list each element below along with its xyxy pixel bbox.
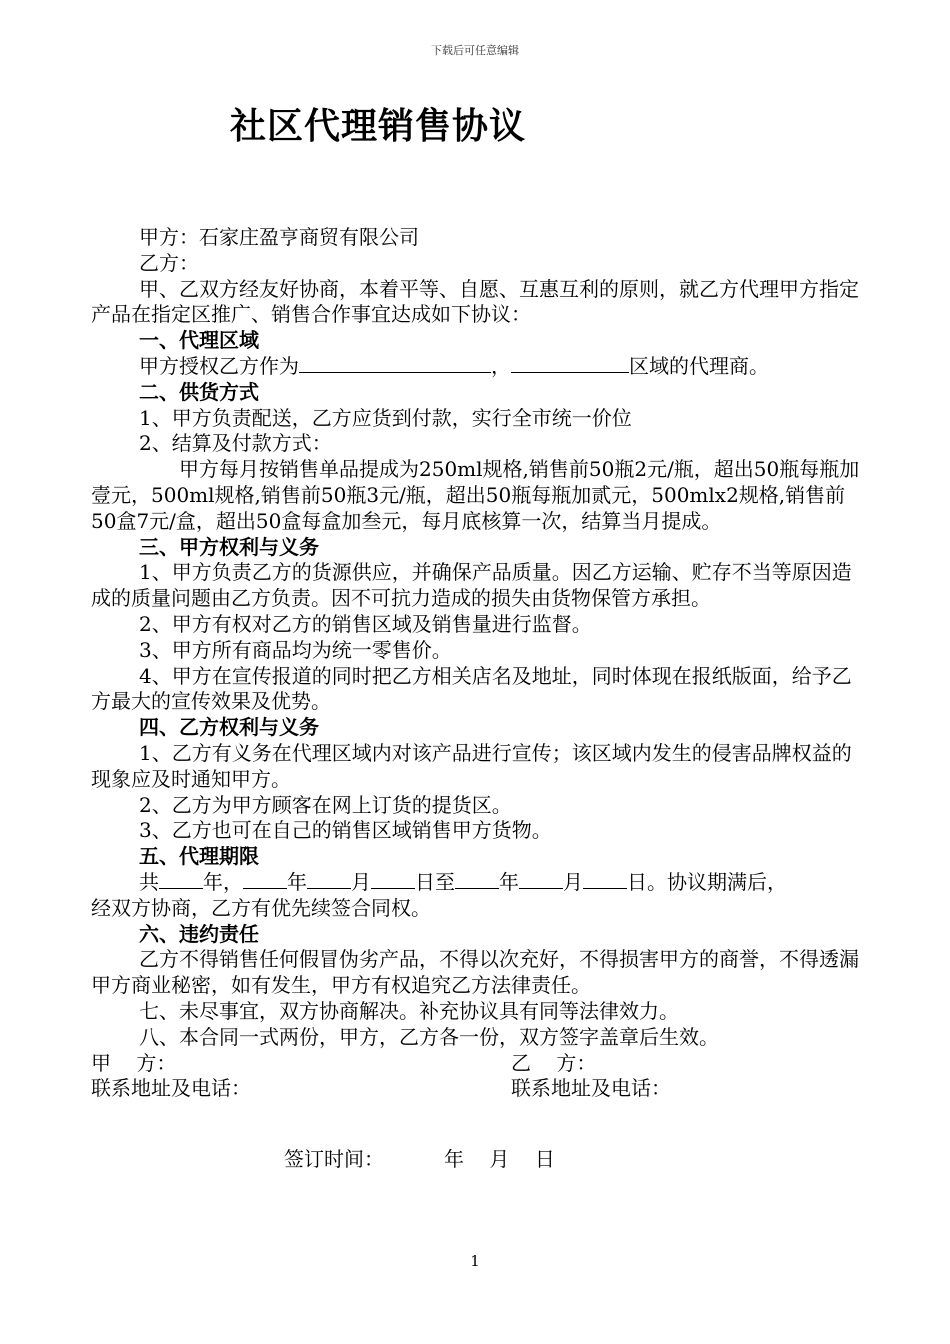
blank-line <box>519 870 563 889</box>
section-5-line-2: 经双方协商，乙方有优先续签合同权。 <box>91 895 431 920</box>
party-b-sign-label: 乙 方： <box>511 1050 597 1075</box>
term-text: 年 <box>287 869 307 894</box>
party-a: 甲方：石家庄盈亨商贸有限公司 <box>139 225 419 249</box>
term-text: 月 <box>563 869 583 894</box>
section-1-text <box>91 354 861 380</box>
section-8-text: 八、本合同一式两份，甲方，乙方各一份，双方签字盖章后生效。 <box>139 1024 719 1049</box>
blank-line <box>511 354 629 373</box>
header-note: 下载后可任意编辑 <box>431 44 519 57</box>
contact-row <box>91 1076 861 1102</box>
blank-line <box>243 870 287 889</box>
s1-sep: ， <box>491 353 511 378</box>
party-a-contact-label: 联系地址及电话： <box>91 1076 251 1101</box>
section-1-heading: 一、代理区域 <box>139 328 259 353</box>
section-6-heading: 六、违约责任 <box>139 921 259 946</box>
intro-paragraph: 甲、乙双方经友好协商，本着平等、自愿、互惠互利的原则，就乙方代理甲方指定产品在指定区推广、销售合作事宜达成如下协议： <box>91 276 859 327</box>
s1-text-a: 甲方授权乙方作为 <box>139 353 299 378</box>
signature-row <box>91 1051 861 1077</box>
section-3-item-4: 4、甲方在宣传报道的同时把乙方相关店名及地址，同时体现在报纸版面，给予乙方最大的宣传效果及优势。 <box>91 663 852 714</box>
document-title: 社区代理销售协议 <box>230 106 527 147</box>
section-3-item-2: 2、甲方有权对乙方的销售区域及销售量进行监督。 <box>139 611 592 636</box>
section-3-heading: 三、甲方权利与义务 <box>139 534 319 559</box>
signing-date-row <box>91 1147 861 1173</box>
page-number: 1 <box>470 1252 480 1270</box>
section-3-item-3: 3、甲方所有商品均为统一零售价。 <box>139 637 452 662</box>
section-4-heading: 四、乙方权利与义务 <box>139 715 319 740</box>
blank-line <box>583 870 627 889</box>
term-text: 年 <box>203 869 223 894</box>
section-4-item-2: 2、乙方为甲方顾客在网上订货的提货区。 <box>139 792 512 817</box>
section-4-item-1: 1、乙方有义务在代理区域内对该产品进行宣传；该区域内发生的侵害品牌权益的现象应及时通知甲方。 <box>91 740 852 791</box>
signing-date-fields: 年 月 日 <box>444 1147 555 1172</box>
section-2-heading: 二、供货方式 <box>139 379 259 404</box>
section-3-item-1: 1、甲方负责乙方的货源供应，并确保产品质量。因乙方运输、贮存不当等原因造成的质量问题由乙方负责。因不可抗力造成的损失由货物保管方承担。 <box>91 560 852 611</box>
term-text: 年 <box>499 869 519 894</box>
section-2-item-1: 1、甲方负责配送，乙方应货到付款，实行全市统一价位 <box>139 405 632 430</box>
blank-line <box>371 870 415 889</box>
section-2-detail: 甲方每月按销售单品提成为250ml规格,销售前50瓶2元/瓶，超出50瓶每瓶加壹元，500ml规格,销售前50瓶3元/瓶，超出50瓶每瓶加贰元，500mlx2规格,销售前50盒7元/盒，超出50盒每盒加叁元，每月底核算一次，结算当月提成。 <box>91 457 860 533</box>
term-text: 共 <box>139 869 159 894</box>
signing-date-label: 签订时间： <box>284 1147 384 1172</box>
section-6-text: 乙方不得销售任何假冒伪劣产品，不得以次充好，不得损害甲方的商誉，不得透漏甲方商业秘密，如有发生，甲方有权追究乙方法律责任。 <box>91 947 859 998</box>
blank-line <box>159 870 203 889</box>
term-text: 月 <box>351 869 371 894</box>
party-b-contact-label: 联系地址及电话： <box>511 1076 671 1101</box>
party-b: 乙方： <box>139 250 199 275</box>
section-5-term <box>91 870 861 896</box>
term-text: 日。协议期满后， <box>627 869 787 894</box>
blank-line <box>307 870 351 889</box>
section-7-text: 七、未尽事宜，双方协商解决。补充协议具有同等法律效力。 <box>139 998 679 1023</box>
blank-line <box>455 870 499 889</box>
term-text: ， <box>223 869 243 894</box>
blank-line <box>299 354 491 373</box>
term-text: 日至 <box>415 869 455 894</box>
s1-text-b: 区域的代理商。 <box>629 353 769 378</box>
section-2-item-2: 2、结算及付款方式： <box>139 431 332 456</box>
section-5-heading: 五、代理期限 <box>139 844 259 869</box>
party-a-sign-label: 甲 方： <box>91 1050 177 1075</box>
section-4-item-3: 3、乙方也可在自己的销售区域销售甲方货物。 <box>139 818 552 843</box>
contract-body <box>91 225 861 1173</box>
